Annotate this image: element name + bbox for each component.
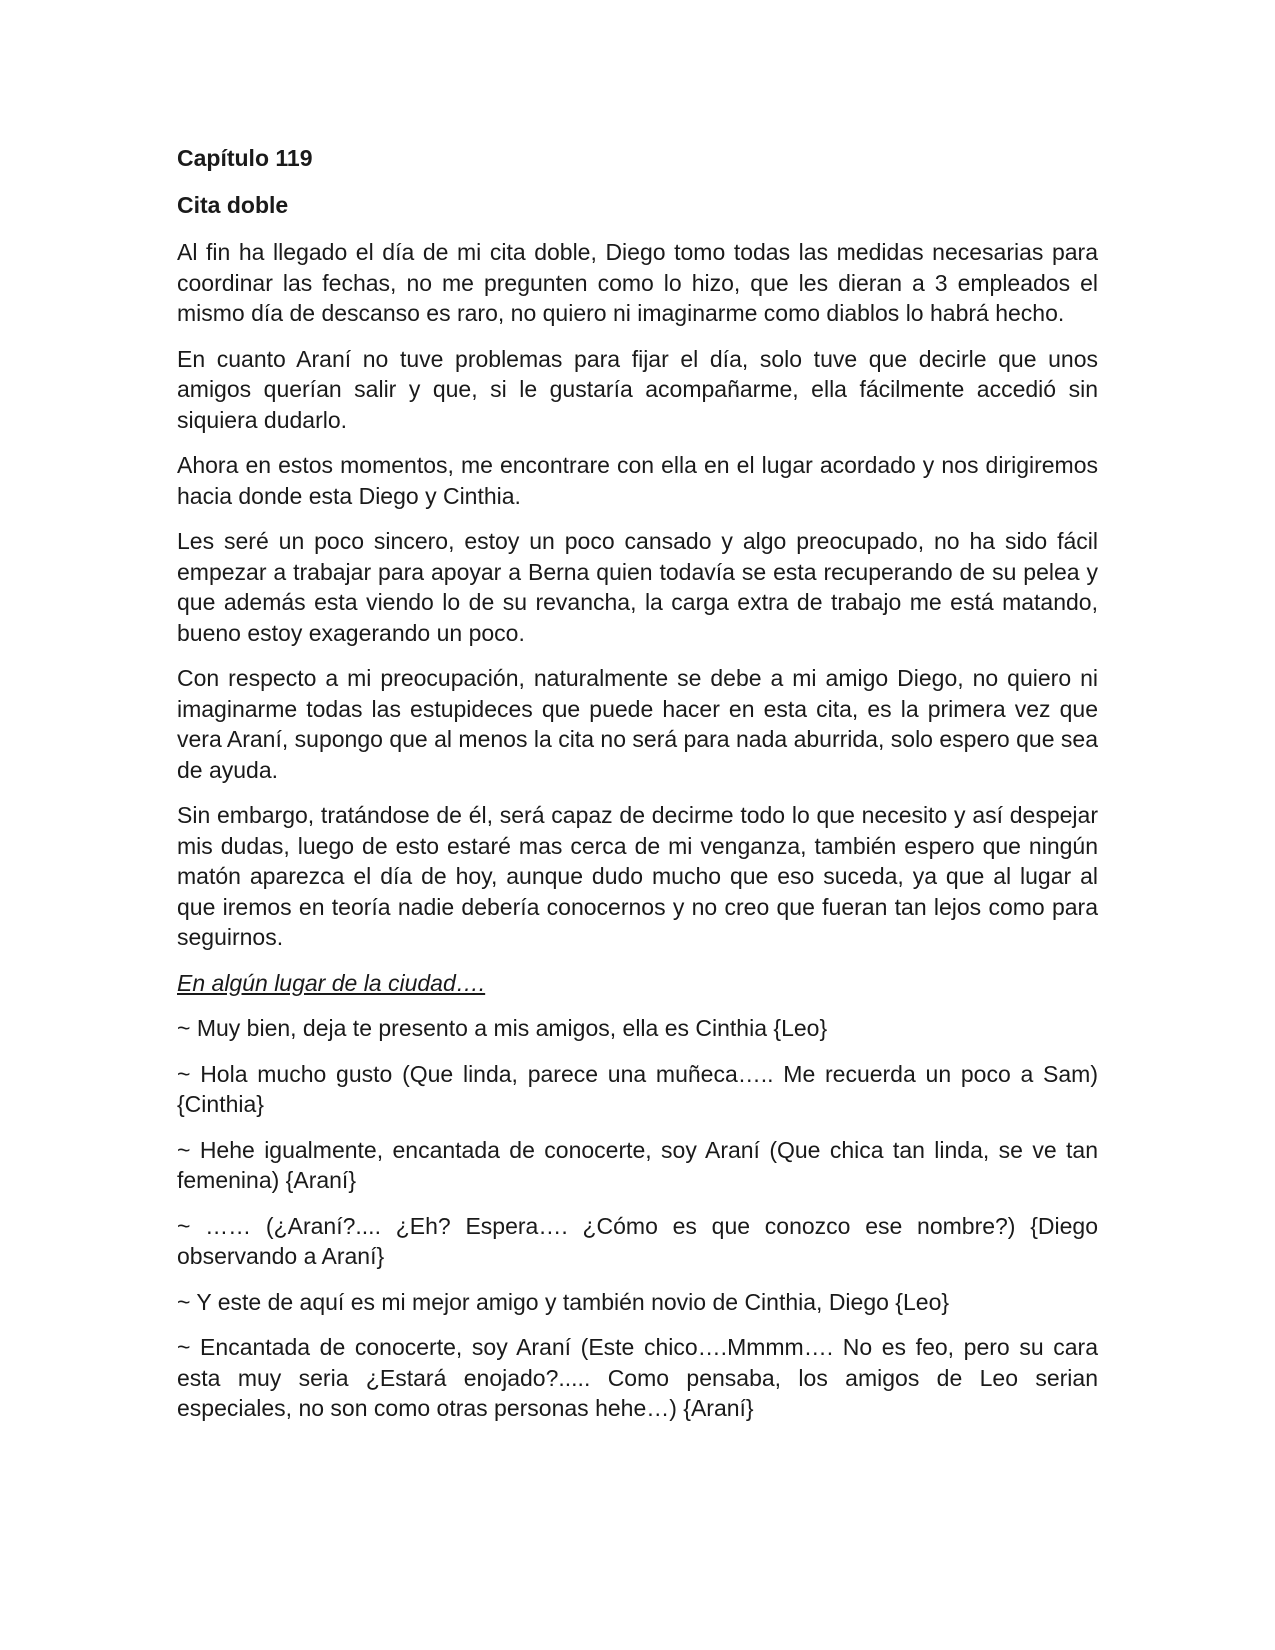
paragraph: Ahora en estos momentos, me encontrare con ella en el lugar acordado y nos dirigiremos hacia donde esta Diego y Cinthia. — [177, 452, 1098, 509]
chapter-number: Capítulo 119 — [177, 145, 313, 171]
paragraph: Con respecto a mi preocupación, naturalmente se debe a mi amigo Diego, no quiero ni imaginarme todas las estupideces que puede hacer en esta cita, es la primera vez que vera Araní, supongo que al menos la cita no será para nada aburrida, solo espero que sea de ayuda. — [177, 665, 1098, 783]
dialogue-line: ~ Hola mucho gusto (Que linda, parece una muñeca….. Me recuerda un poco a Sam) {Cinthia} — [177, 1060, 1098, 1117]
document-page — [177, 143, 1098, 1439]
paragraph: En cuanto Araní no tuve problemas para fijar el día, solo tuve que decirle que unos amigos querían salir y que, si le gustaría acompañarme, ella fácilmente accedió sin siquiera dudarlo. — [177, 345, 1098, 433]
chapter-title: Cita doble — [177, 192, 289, 218]
paragraph: Al fin ha llegado el día de mi cita doble, Diego tomo todas las medidas necesarias para coordinar las fechas, no me pregunten como lo hizo, que les dieran a 3 empleados el mismo día de descanso es raro, no quiero ni imaginarme como diablos lo habrá hecho. — [177, 239, 1098, 326]
paragraph: Les seré un poco sincero, estoy un poco cansado y algo preocupado, no ha sido fácil empezar a trabajar para apoyar a Berna quien todavía se esta recuperando de su pelea y que además esta viendo lo de su revancha, la carga extra de trabajo me está matando, bueno estoy exagerando un poco. — [177, 528, 1098, 646]
scene-break: En algún lugar de la ciudad…. — [177, 969, 486, 996]
dialogue-line: ~ Muy bien, deja te presento a mis amigos, ella es Cinthia {Leo} — [177, 1015, 828, 1041]
dialogue-line: ~ Y este de aquí es mi mejor amigo y también novio de Cinthia, Diego {Leo} — [177, 1288, 950, 1315]
paragraph: Sin embargo, tratándose de él, será capaz de decirme todo lo que necesito y así despejar mis dudas, luego de esto estaré mas cerca de mi venganza, también espero que ningún matón aparezca el día de hoy, aunque dudo mucho que eso suceda, ya que al lugar al que iremos en teoría nadie debería conocernos y no creo que fueran tan lejos como para seguirnos. — [177, 802, 1098, 950]
dialogue-line: ~ Hehe igualmente, encantada de conocerte, soy Araní (Que chica tan linda, se ve tan femenina) {Araní} — [177, 1136, 1098, 1193]
dialogue-line: ~ Encantada de conocerte, soy Araní (Este chico….Mmmm…. No es feo, pero su cara esta muy seria ¿Estará enojado?..... Como pensaba, los amigos de Leo serian especiales, no son como otras personas hehe…) {Araní} — [177, 1334, 1098, 1421]
dialogue-line: ~ …… (¿Araní?.... ¿Eh? Espera…. ¿Cómo es que conozco ese nombre?) {Diego observando a Araní} — [177, 1212, 1098, 1269]
